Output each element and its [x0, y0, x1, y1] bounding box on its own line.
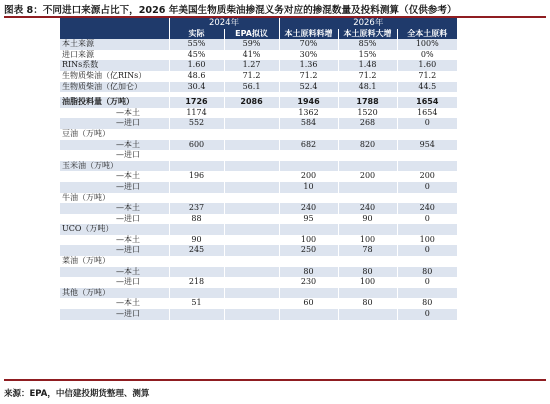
table-cell: 0 — [397, 118, 457, 129]
table-body — [60, 39, 457, 319]
table-cell — [279, 161, 338, 172]
table-cell — [224, 224, 279, 235]
table-cell — [169, 161, 224, 172]
row-label: 本土来源 — [60, 39, 169, 50]
table-cell — [224, 140, 279, 151]
header-blank — [60, 29, 169, 40]
table-cell: 240 — [279, 203, 338, 214]
table-cell: 218 — [169, 277, 224, 288]
table-cell — [279, 224, 338, 235]
header-2024: 2024年 — [169, 18, 279, 29]
table-cell — [397, 288, 457, 299]
table-row — [60, 39, 457, 50]
table-cell — [397, 193, 457, 204]
table-row — [60, 82, 457, 93]
table-cell: 80 — [338, 267, 397, 278]
row-label: 其他（万吨） — [60, 288, 169, 299]
table-cell: 55% — [169, 39, 224, 50]
table-cell: 1726 — [169, 97, 224, 108]
table-cell: 230 — [279, 277, 338, 288]
table-cell: 70% — [279, 39, 338, 50]
table-cell: 1.48 — [338, 60, 397, 71]
row-label: 油脂投料量（万吨） — [60, 97, 169, 108]
row-label: —本土 — [60, 298, 169, 309]
bottom-rule — [4, 379, 546, 381]
row-label: 牛油（万吨） — [60, 193, 169, 204]
table-cell: 1.60 — [397, 60, 457, 71]
table-cell — [224, 193, 279, 204]
column-header: 本土原料料增 — [279, 29, 338, 40]
column-header: 实际 — [169, 29, 224, 40]
table-cell — [279, 309, 338, 320]
column-header: 全本土原料 — [397, 29, 457, 40]
table-cell: 51 — [169, 298, 224, 309]
table-cell: 48.6 — [169, 71, 224, 82]
table-cell — [397, 161, 457, 172]
table-row — [60, 71, 457, 82]
table-cell: 1654 — [397, 97, 457, 108]
table-row — [60, 256, 457, 267]
table-cell: 0 — [397, 309, 457, 320]
table-cell: 250 — [279, 245, 338, 256]
table-cell: 85% — [338, 39, 397, 50]
row-label: —本土 — [60, 140, 169, 151]
table-cell — [338, 256, 397, 267]
row-label: —进口 — [60, 118, 169, 129]
table-cell — [224, 203, 279, 214]
table-cell: 90 — [338, 214, 397, 225]
row-label: —进口 — [60, 150, 169, 161]
table-cell — [279, 193, 338, 204]
table-cell: 240 — [338, 203, 397, 214]
table-row — [60, 224, 457, 235]
table-cell — [279, 150, 338, 161]
header-2026: 2026年 — [279, 18, 457, 29]
table-cell — [224, 235, 279, 246]
table-cell: 10 — [279, 182, 338, 193]
table-cell: 682 — [279, 140, 338, 151]
table-cell — [338, 129, 397, 140]
table-row — [60, 118, 457, 129]
table-cell: 1946 — [279, 97, 338, 108]
table-cell: 200 — [338, 171, 397, 182]
source-note: 来源：EPA，中信建投期货整理、测算 — [4, 389, 150, 399]
table-cell: 0 — [397, 214, 457, 225]
table-cell — [338, 193, 397, 204]
table-cell — [224, 108, 279, 119]
table-cell — [224, 171, 279, 182]
table-cell — [224, 256, 279, 267]
table-cell: 1788 — [338, 97, 397, 108]
row-label: —本土 — [60, 171, 169, 182]
table-cell: 80 — [397, 267, 457, 278]
table-cell: 0 — [397, 182, 457, 193]
table-cell: 80 — [338, 298, 397, 309]
column-header: 本土原料大增 — [338, 29, 397, 40]
column-header: EPA拟议 — [224, 29, 279, 40]
table-cell — [338, 224, 397, 235]
table-row — [60, 277, 457, 288]
table-cell: 100 — [279, 235, 338, 246]
table-row — [60, 50, 457, 61]
table-cell: 71.2 — [279, 71, 338, 82]
table-cell: 71.2 — [224, 71, 279, 82]
table-cell — [224, 118, 279, 129]
table-row — [60, 97, 457, 108]
table-cell: 45% — [169, 50, 224, 61]
table-row — [60, 193, 457, 204]
table-cell — [279, 256, 338, 267]
table-cell: 44.5 — [397, 82, 457, 93]
table-cell — [397, 256, 457, 267]
table-cell: 200 — [279, 171, 338, 182]
table-cell — [224, 277, 279, 288]
table-cell: 41% — [224, 50, 279, 61]
table-cell: 100% — [397, 39, 457, 50]
table-cell — [224, 150, 279, 161]
row-label: 豆油（万吨） — [60, 129, 169, 140]
table-cell: 240 — [397, 203, 457, 214]
table-cell: 30% — [279, 50, 338, 61]
table-cell — [224, 298, 279, 309]
row-label: 玉米油（万吨） — [60, 161, 169, 172]
row-label: —进口 — [60, 182, 169, 193]
table-cell: 100 — [338, 277, 397, 288]
row-label: 进口来源 — [60, 50, 169, 61]
table-cell: 200 — [397, 171, 457, 182]
table-cell: 600 — [169, 140, 224, 151]
table-cell — [338, 150, 397, 161]
table-cell: 268 — [338, 118, 397, 129]
table-cell: 584 — [279, 118, 338, 129]
table-cell: 100 — [338, 235, 397, 246]
table-cell — [169, 129, 224, 140]
table-row — [60, 214, 457, 225]
table-cell — [338, 161, 397, 172]
table-row — [60, 182, 457, 193]
table-cell — [279, 288, 338, 299]
table-cell — [169, 256, 224, 267]
table-cell: 60 — [279, 298, 338, 309]
table-cell — [169, 309, 224, 320]
table-cell — [397, 224, 457, 235]
table-cell: 71.2 — [397, 71, 457, 82]
table-row — [60, 140, 457, 151]
table-cell: 245 — [169, 245, 224, 256]
table-cell: 80 — [279, 267, 338, 278]
table-row — [60, 108, 457, 119]
table-cell: 1174 — [169, 108, 224, 119]
table-cell: 820 — [338, 140, 397, 151]
table-cell: 196 — [169, 171, 224, 182]
data-table — [60, 18, 457, 320]
table-cell — [169, 267, 224, 278]
table-cell: 100 — [397, 235, 457, 246]
table-cell: 15% — [338, 50, 397, 61]
table-row — [60, 203, 457, 214]
table-cell — [224, 182, 279, 193]
table-row — [60, 245, 457, 256]
table-cell — [169, 224, 224, 235]
header-blank — [60, 18, 169, 29]
table-cell — [338, 288, 397, 299]
table-cell: 2086 — [224, 97, 279, 108]
table-cell — [224, 309, 279, 320]
table-cell: 1520 — [338, 108, 397, 119]
row-label: —本土 — [60, 203, 169, 214]
row-label: —本土 — [60, 108, 169, 119]
table-cell — [169, 150, 224, 161]
table-cell — [224, 129, 279, 140]
table-cell — [224, 288, 279, 299]
row-label: —本土 — [60, 267, 169, 278]
table-row — [60, 235, 457, 246]
header-row-years — [60, 18, 457, 29]
table-cell: 1654 — [397, 108, 457, 119]
figure-caption: 图表 8：不同进口来源占比下，2026 年美国生物质柴油掺混义务对应的掺混数量及投料测算（仅供参考） — [4, 5, 457, 16]
table-cell: 80 — [397, 298, 457, 309]
row-label: 生物质柴油（亿RINs） — [60, 71, 169, 82]
table-cell: 88 — [169, 214, 224, 225]
table-cell — [338, 182, 397, 193]
header-row-scenarios — [60, 29, 457, 40]
table-cell — [169, 288, 224, 299]
table-cell — [397, 129, 457, 140]
table-cell — [169, 182, 224, 193]
table-cell: 0 — [397, 245, 457, 256]
table-cell: 552 — [169, 118, 224, 129]
table-cell: 30.4 — [169, 82, 224, 93]
table-cell: 78 — [338, 245, 397, 256]
table-cell: 954 — [397, 140, 457, 151]
table-row — [60, 171, 457, 182]
row-label: —进口 — [60, 245, 169, 256]
table-cell — [224, 214, 279, 225]
row-label: RINs系数 — [60, 60, 169, 71]
table-row — [60, 288, 457, 299]
table-cell: 0 — [397, 277, 457, 288]
table-row — [60, 60, 457, 71]
table-cell — [224, 267, 279, 278]
row-label: 生物质柴油（亿加仑） — [60, 82, 169, 93]
table-row — [60, 309, 457, 320]
table-cell — [169, 193, 224, 204]
row-label: —进口 — [60, 277, 169, 288]
row-label: 菜油（万吨） — [60, 256, 169, 267]
row-label: —本土 — [60, 235, 169, 246]
row-label: UCO（万吨） — [60, 224, 169, 235]
table-row — [60, 298, 457, 309]
table-cell — [224, 245, 279, 256]
table-cell: 1.60 — [169, 60, 224, 71]
table-cell: 56.1 — [224, 82, 279, 93]
table-cell: 90 — [169, 235, 224, 246]
table-cell — [338, 309, 397, 320]
table-cell — [224, 161, 279, 172]
table-cell: 1.36 — [279, 60, 338, 71]
table-cell: 237 — [169, 203, 224, 214]
table-cell — [279, 129, 338, 140]
table-cell — [397, 150, 457, 161]
table-cell: 59% — [224, 39, 279, 50]
table-cell: 95 — [279, 214, 338, 225]
table-row — [60, 161, 457, 172]
table-row — [60, 150, 457, 161]
table-cell: 1.27 — [224, 60, 279, 71]
table-cell: 0% — [397, 50, 457, 61]
table-cell: 71.2 — [338, 71, 397, 82]
table-cell: 52.4 — [279, 82, 338, 93]
table-row — [60, 267, 457, 278]
table-cell: 48.1 — [338, 82, 397, 93]
table-row — [60, 129, 457, 140]
row-label: —进口 — [60, 309, 169, 320]
table-cell: 1362 — [279, 108, 338, 119]
row-label: —进口 — [60, 214, 169, 225]
